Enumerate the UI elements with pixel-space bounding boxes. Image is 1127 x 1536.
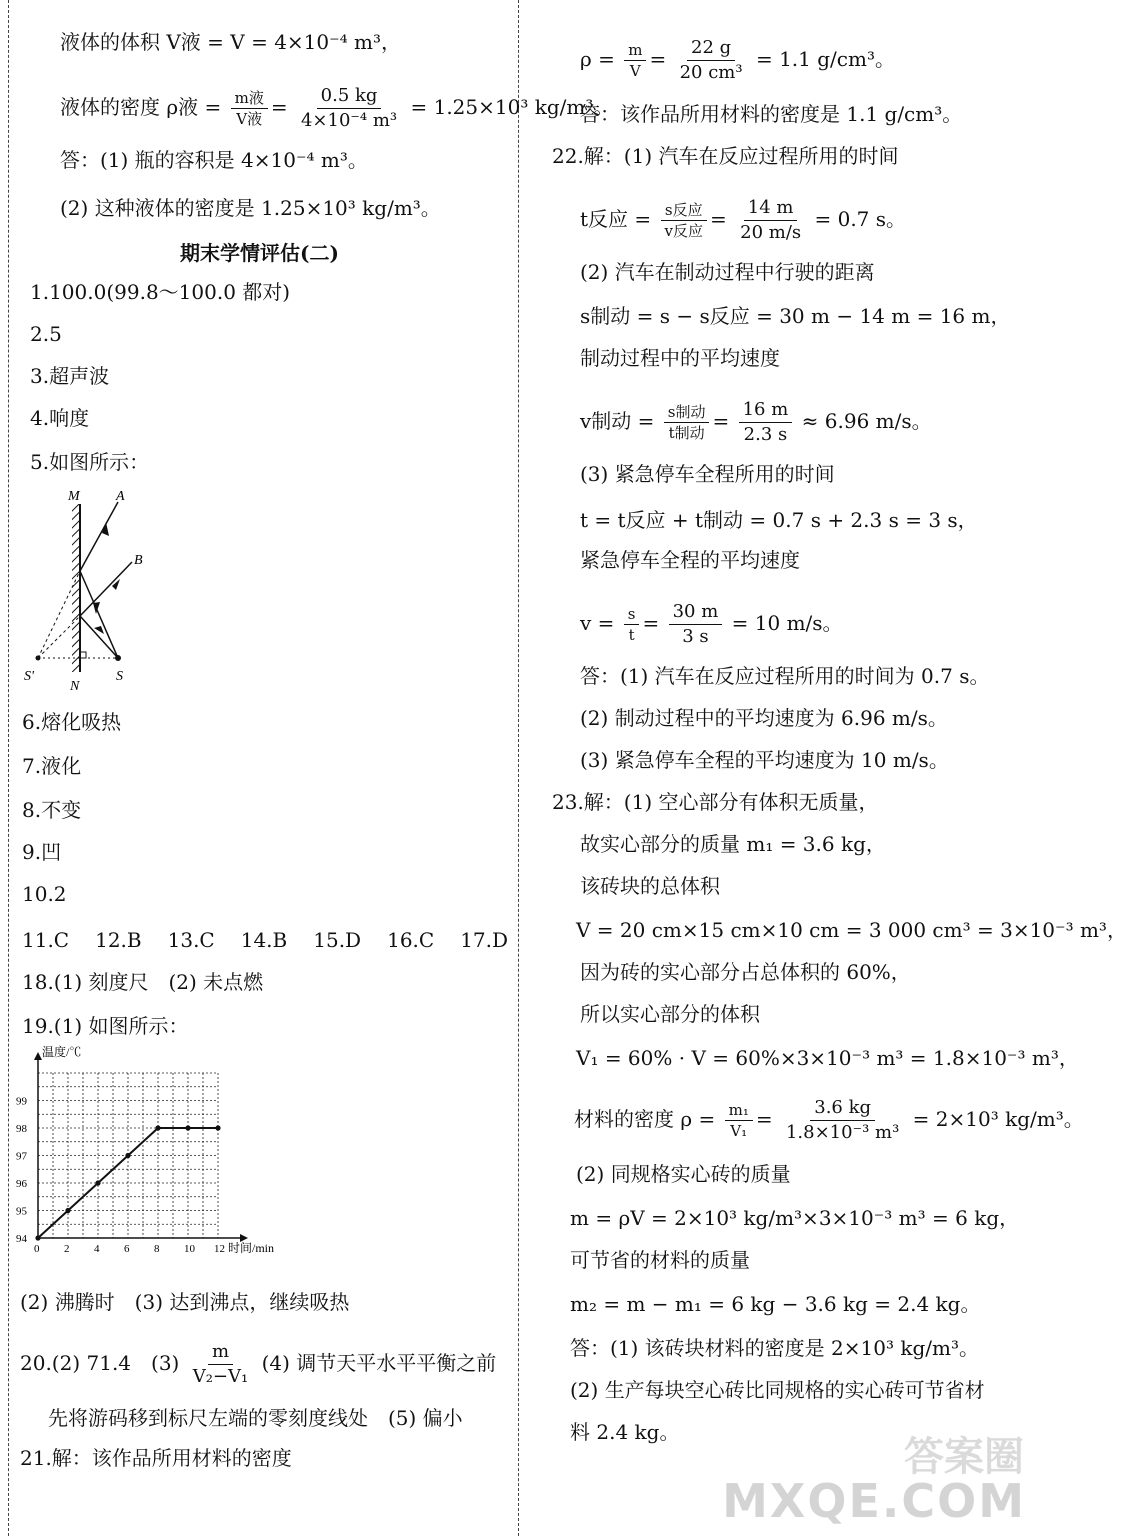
answer-21: 21.解：该作品所用材料的密度 bbox=[20, 1446, 292, 1470]
section-heading: 期末学情评估(二) bbox=[180, 241, 339, 265]
right-line-11: 紧急停车全程的平均速度 bbox=[580, 548, 800, 572]
numerator: s反应 bbox=[661, 200, 707, 221]
denominator: 20 cm³ bbox=[679, 62, 743, 83]
fraction bbox=[676, 36, 747, 85]
fraction bbox=[624, 40, 646, 81]
right-line-21: 所以实心部分的体积 bbox=[580, 1002, 760, 1026]
x-tick-label: 4 bbox=[94, 1243, 100, 1255]
denominator: V₁ bbox=[730, 1122, 748, 1140]
image-point-s2 bbox=[36, 656, 41, 661]
column-divider bbox=[518, 0, 519, 1536]
denominator: V₂−V₁ bbox=[192, 1366, 249, 1387]
mirror-hatching bbox=[72, 504, 80, 672]
right-line-20: 因为砖的实心部分占总体积的 60%， bbox=[580, 960, 911, 984]
fraction bbox=[739, 398, 793, 447]
x-axis-label: 时间/min bbox=[228, 1241, 275, 1255]
answer-8: 8.不变 bbox=[22, 798, 82, 822]
right-line-24: (2) 同规格实心砖的质量 bbox=[576, 1162, 791, 1186]
numerator: 3.6 kg bbox=[810, 1096, 875, 1121]
right-line-13: 答：(1) 汽车在反应过程所用的时间为 0.7 s。 bbox=[580, 664, 990, 688]
denominator: v反应 bbox=[664, 222, 703, 240]
right-line-4: t反应 = s反应 v反应 = $\frac{14 m}{20 m/s}$ = 0.7 s。 bbox=[580, 197, 907, 243]
denominator: 2.3 s bbox=[743, 424, 788, 445]
data-point bbox=[35, 1235, 40, 1240]
data-point bbox=[95, 1180, 100, 1185]
right-line-30: 料 2.4 kg。 bbox=[570, 1420, 680, 1444]
numerator: 30 m bbox=[669, 600, 723, 625]
answer-10: 10.2 bbox=[22, 882, 67, 906]
right-line-5: (2) 汽车在制动过程中行驶的距离 bbox=[580, 260, 875, 284]
numerator: 14 m bbox=[744, 196, 798, 221]
y-tick-label: 99 bbox=[16, 1095, 27, 1108]
answer-20-prefix: 20.(2) 71.4 (3) bbox=[20, 1351, 180, 1375]
numerator: s bbox=[624, 604, 640, 625]
right-line-2: 答：该作品所用材料的密度是 1.1 g/cm³。 bbox=[580, 102, 963, 126]
right-line-7: 制动过程中的平均速度 bbox=[580, 346, 780, 370]
formula-prefix: t反应 = bbox=[580, 207, 652, 231]
right-line-23: 材料的密度 ρ = $\frac{\text{m₁}}{\text{V₁}}$ = $\frac{3.6 kg}{\text{1.8×10⁻³ m³}}$ = 2×10³ kg/m³。 bbox=[574, 1097, 1084, 1143]
watermark-url: MXQE.COM bbox=[722, 1474, 1026, 1528]
right-line-6: s制动 = s − s反应 = 30 m − 14 m = 16 m， bbox=[580, 304, 1011, 328]
formula-prefix: ρ = bbox=[580, 47, 615, 71]
denominator: 4×10⁻⁴ m³ bbox=[300, 110, 398, 131]
x-tick-label: 8 bbox=[154, 1243, 160, 1255]
y-tick-label: 97 bbox=[16, 1150, 27, 1163]
right-line-19: V = 20 cm×15 cm×10 cm = 3 000 cm³ = 3×10⁻³ m³， bbox=[576, 918, 1127, 942]
left-line-1: 液体的体积 V液 = V = 4×10⁻⁴ m³， bbox=[60, 30, 402, 54]
right-line-8: v制动 = s制动 t制动 = $\frac{16 m}{2.3 s}$ ≈ 6.96 m/s。 bbox=[580, 399, 932, 445]
mc-answer: 14.B bbox=[240, 928, 288, 952]
data-point bbox=[125, 1153, 130, 1158]
x-tick-label: 12 bbox=[214, 1243, 225, 1255]
label-b: B bbox=[134, 553, 143, 568]
left-line-4: (2) 这种液体的密度是 1.25×10³ kg/m³。 bbox=[60, 196, 441, 220]
numerator: m bbox=[624, 40, 646, 61]
right-line-26: 可节省的材料的质量 bbox=[570, 1248, 750, 1272]
y-axis-label: 温度/℃ bbox=[42, 1045, 82, 1059]
answer-18: 18.(1) 刻度尺 (2) 未点燃 bbox=[22, 970, 264, 994]
right-line-22: V₁ = 60% · V = 60%×3×10⁻³ m³ = 1.8×10⁻³ m³， bbox=[576, 1046, 1079, 1070]
mc-answer: 17.D bbox=[460, 928, 509, 952]
answer-7: 7.液化 bbox=[22, 754, 82, 778]
numerator: m液 bbox=[231, 88, 268, 109]
answer-4: 4.响度 bbox=[30, 406, 90, 430]
mc-answer: 11.C bbox=[22, 928, 70, 952]
answer-20 bbox=[20, 1340, 496, 1389]
data-point bbox=[215, 1125, 220, 1130]
denominator: 1.8×10⁻³ m³ bbox=[785, 1122, 900, 1143]
formula-prefix: 材料的密度 ρ = bbox=[574, 1107, 716, 1131]
answer-1: 1.100.0(99.8～100.0 都对) bbox=[30, 280, 291, 304]
y-tick-label: 95 bbox=[16, 1205, 27, 1218]
multiple-choice-answers bbox=[22, 926, 534, 954]
fraction bbox=[664, 402, 710, 443]
data-point bbox=[65, 1208, 70, 1213]
y-tick-label: 96 bbox=[16, 1178, 27, 1190]
right-line-28: 答：(1) 该砖块材料的密度是 2×10³ kg/m³。 bbox=[570, 1336, 979, 1360]
right-line-9: (3) 紧急停车全程所用的时间 bbox=[580, 462, 835, 486]
right-line-12: v = $\frac{s}{t}$ = $\frac{30 m}{3 s}$ = 10 m/s。 bbox=[580, 601, 843, 647]
formula-suffix: = 1.25×10³ kg/m³。 bbox=[410, 95, 614, 119]
data-point bbox=[185, 1125, 190, 1130]
denominator: 3 s bbox=[682, 626, 709, 647]
answer-2: 2.5 bbox=[30, 322, 62, 346]
right-line-17: 故实心部分的质量 m₁ = 3.6 kg， bbox=[580, 832, 886, 856]
label-m: M bbox=[68, 489, 80, 504]
fraction bbox=[725, 1100, 753, 1141]
right-line-16: 23.解：(1) 空心部分有体积无质量， bbox=[552, 790, 879, 814]
x-tick-label: 2 bbox=[64, 1243, 70, 1255]
x-tick-label: 0 bbox=[34, 1243, 40, 1255]
right-line-14: (2) 制动过程中的平均速度为 6.96 m/s。 bbox=[580, 706, 948, 730]
numerator: 22 g bbox=[687, 36, 735, 61]
fraction bbox=[624, 604, 640, 645]
formula-suffix: = 2×10³ kg/m³。 bbox=[912, 1107, 1084, 1131]
right-line-3: 22.解：(1) 汽车在反应过程所用的时间 bbox=[552, 144, 899, 168]
data-point bbox=[155, 1125, 160, 1130]
formula-suffix: = 0.7 s。 bbox=[814, 207, 907, 231]
label-s: S bbox=[116, 669, 123, 684]
mc-answer: 13.C bbox=[167, 928, 215, 952]
arrow-s-a bbox=[93, 602, 100, 614]
fraction bbox=[669, 600, 723, 649]
numerator: 16 m bbox=[739, 398, 793, 423]
answer-5: 5.如图所示： bbox=[30, 450, 150, 474]
formula-suffix: = 10 m/s。 bbox=[731, 611, 843, 635]
fraction bbox=[231, 88, 268, 129]
left-line-2: 液体的密度 ρ液 = m液 V液 = $\frac{0.5 kg}{\text{4×10⁻⁴ m³}}$ = 1.25×10³ kg/m³。 bbox=[60, 85, 614, 131]
answer-19-part2: (2) 沸腾时 (3) 达到沸点，继续吸热 bbox=[20, 1290, 350, 1314]
formula-prefix: 液体的密度 ρ液 = bbox=[60, 95, 222, 119]
right-line-29: (2) 生产每块空心砖比同规格的实心砖可节省材 bbox=[570, 1378, 985, 1402]
denominator: V bbox=[629, 62, 641, 80]
denominator: t制动 bbox=[668, 424, 705, 442]
left-margin-line bbox=[8, 0, 9, 1536]
right-line-27: m₂ = m − m₁ = 6 kg − 3.6 kg = 2.4 kg。 bbox=[570, 1292, 981, 1316]
numerator: m₁ bbox=[725, 1100, 753, 1121]
mc-answer: 16.C bbox=[387, 928, 435, 952]
mc-answer: 15.D bbox=[313, 928, 362, 952]
denominator: 20 m/s bbox=[740, 222, 802, 243]
label-s-prime: S' bbox=[24, 669, 34, 684]
right-line-15: (3) 紧急停车全程的平均速度为 10 m/s。 bbox=[580, 748, 949, 772]
y-tick-label: 98 bbox=[16, 1123, 27, 1135]
right-line-10: t = t反应 + t制动 = 0.7 s + 2.3 s = 3 s， bbox=[580, 508, 978, 532]
mc-answer: 12.B bbox=[95, 928, 142, 952]
watermark-logo: 答案圈 bbox=[904, 1434, 1024, 1480]
reflected-ray-a bbox=[80, 502, 118, 571]
right-line-1: ρ = $\frac{m}{V}$ = $\frac{22 g}{\text{20 cm³}}$ = 1.1 g/cm³。 bbox=[580, 37, 895, 83]
formula-suffix: = 1.1 g/cm³。 bbox=[755, 47, 895, 71]
label-n: N bbox=[70, 679, 80, 694]
temperature-time-chart bbox=[10, 1046, 310, 1266]
denominator: V液 bbox=[236, 110, 263, 128]
source-point-s bbox=[115, 655, 121, 661]
x-tick-label: 10 bbox=[184, 1243, 195, 1255]
fraction bbox=[189, 1340, 253, 1389]
answer-3: 3.超声波 bbox=[30, 364, 110, 388]
fraction bbox=[736, 196, 805, 245]
numerator: s制动 bbox=[664, 402, 710, 423]
formula-suffix: ≈ 6.96 m/s。 bbox=[801, 409, 932, 433]
formula-prefix: v = bbox=[580, 611, 615, 635]
mirror-reflection-diagram bbox=[20, 486, 190, 696]
numerator: m bbox=[208, 1340, 233, 1365]
fraction bbox=[782, 1096, 903, 1145]
right-line-18: 该砖块的总体积 bbox=[580, 874, 720, 898]
answer-20-suffix: (4) 调节天平水平平衡之前 bbox=[261, 1351, 497, 1375]
right-line-25: m = ρV = 2×10³ kg/m³×3×10⁻³ m³ = 6 kg， bbox=[570, 1206, 1020, 1230]
answer-19: 19.(1) 如图所示： bbox=[22, 1014, 189, 1038]
y-axis-arrow bbox=[34, 1052, 42, 1060]
fraction bbox=[661, 200, 707, 241]
numerator: 0.5 kg bbox=[317, 84, 382, 109]
formula-prefix: v制动 = bbox=[580, 409, 655, 433]
fraction bbox=[297, 84, 401, 133]
denominator: t bbox=[628, 626, 635, 644]
label-a: A bbox=[116, 489, 125, 504]
y-tick-label: 94 bbox=[16, 1233, 27, 1245]
left-line-3: 答：(1) 瓶的容积是 4×10⁻⁴ m³。 bbox=[60, 148, 368, 172]
incident-ray-a bbox=[80, 571, 118, 658]
answer-20-cont: 先将游码移到标尺左端的零刻度线处 (5) 偏小 bbox=[48, 1406, 463, 1430]
answer-9: 9.凹 bbox=[22, 840, 62, 864]
x-tick-label: 6 bbox=[124, 1243, 130, 1255]
answer-6: 6.熔化吸热 bbox=[22, 710, 122, 734]
